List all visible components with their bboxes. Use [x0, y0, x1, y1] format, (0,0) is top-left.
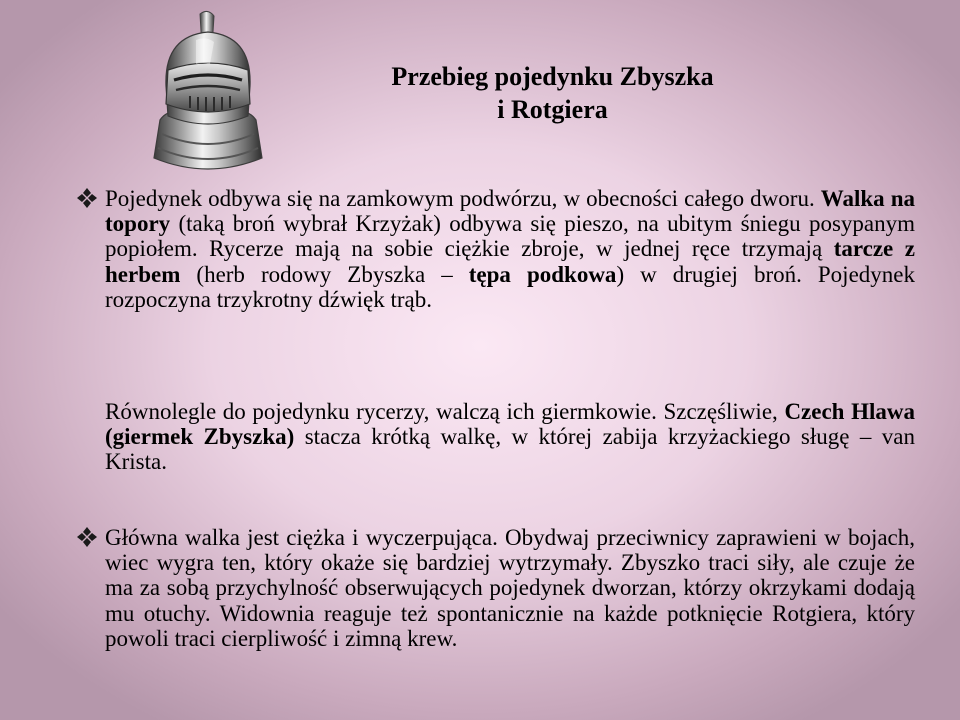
diamond-bullet-icon	[76, 187, 98, 209]
paragraph1-text-4: ) w drugiej broń. Pojedynek rozpoczyna trzykrotny dźwięk trąb.	[105, 261, 915, 312]
page-title	[300, 60, 805, 126]
paragraph2-text-1: Równolegle do pojedynku rycerzy, walczą ich giermkowie. Szczęśliwie,	[105, 399, 785, 424]
paragraph1-bold-1: Walka na topory	[105, 186, 915, 237]
diamond-bullet-icon	[76, 526, 98, 548]
paragraph3-text-1: Główna walka jest ciężka i wyczerpująca. Obydwaj przeciwnicy zaprawieni w bojach, wiec wygra ten, który okaże się bardziej wytrzymały. Zbyszko traci siły, ale czuje że ma za sobą przychylność obserwujących pojedynek dworzan, którzy okrzykami dodają mu otuchy. Widownia reaguje też spontanicznie na każde potknięcie Rotgiera, który powoli traci cierpliwość i zimną krew.	[105, 525, 915, 651]
paragraph1-bold-3: tępa podkowa	[468, 261, 617, 287]
paragraph-main-fight	[105, 525, 915, 651]
paragraph1-bold-2: tarcze z herbem	[105, 236, 916, 287]
title-line-2: i Rotgiera	[497, 95, 608, 124]
paragraph1-text-1: Pojedynek odbywa się na zamkowym podwórzu, w obecności całego dworu.	[105, 186, 821, 211]
paragraph-dueling-setting	[105, 186, 915, 312]
paragraph2-text-2: stacza krótką walkę, w której zabija krzyżackiego sługę – van Krista.	[105, 424, 915, 475]
knight-helmet-icon	[148, 8, 268, 176]
paragraph1-text-2: (taką broń wybrał Krzyżak) odbywa się pieszo, na ubitym śniegu posypanym popiołem. Rycerze mają na sobie ciężkie zbroje, w jednej ręce trzymają	[105, 211, 915, 262]
title-line-1: Przebieg pojedynku Zbyszka	[391, 62, 714, 91]
paragraph1-text-3: (herb rodowy Zbyszka –	[180, 261, 469, 287]
paragraph-squires	[105, 399, 915, 475]
paragraph2-bold-1: Czech Hlawa (giermek Zbyszka)	[105, 399, 915, 450]
